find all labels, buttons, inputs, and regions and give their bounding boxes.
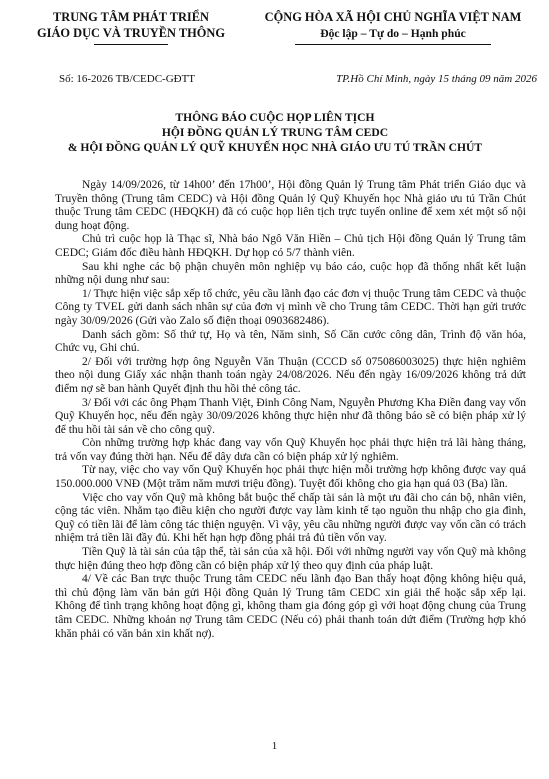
org-underline (94, 44, 168, 45)
page-number: 1 (271, 740, 278, 752)
title-line-2: HỘI ĐỒNG QUẢN LÝ TRUNG TÂM CEDC (161, 126, 389, 139)
body-paragraph: Tiền Quỹ là tài sản của tập thể, tài sản của xã hội. Đối với những người vay vốn Quỹ mà không thực hiện đúng theo hợp đồng cần có biện pháp xử lý theo quy định của pháp luật. (55, 546, 526, 572)
body-paragraph: 4/ Về các Ban trực thuộc Trung tâm CEDC nếu lãnh đạo Ban thấy hoạt động không hiệu quả, thì chủ động làm văn bản gửi Hội đồng Quản lý Trung tâm CEDC xin giải thể hoặc sắp xếp lại. Không để tình trạng không hoạt động gì, không tham gia đóng góp gì với hoạt động chung của Trung tâm CEDC. Những khoản nợ Trung tâm CEDC (Nếu có) phải thanh toán dứt điểm (Trường hợp khó khăn phải có văn bản xin khất nợ). (55, 573, 526, 640)
body-paragraph: Việc cho vay vốn Quỹ mà không bắt buộc thế chấp tài sản là một ưu đãi cho cán bộ, nhân viên, cộng tác viên. Nhằm tạo điều kiện cho người được vay làm kinh tế tạo nguồn thu nhập cho gia đình, Quỹ có tiền lãi để làm công tác thiện nguyện. Vì vậy, yêu cầu những người được vay vốn cần có trách nhiệm trả tiền lãi đầy đủ. Khi hết hạn hợp đồng phải trả đủ tiền vốn vay. (55, 491, 526, 545)
body-paragraph: Còn những trường hợp khác đang vay vốn Quỹ Khuyến học phải thực hiện trả lãi hàng tháng, trả vốn vay đúng thời hạn. Nếu để dây dưa cần có biện pháp xử lý nghiêm. (55, 437, 526, 463)
issuing-organization (36, 10, 226, 45)
document-title (40, 110, 510, 155)
body-paragraph: 1/ Thực hiện việc sắp xếp tổ chức, yêu cầu lãnh đạo các đơn vị thuộc Trung tâm CEDC và thuộc Công ty TVEL gửi danh sách nhân sự của đơn vị mình về cho Trung tâm CEDC. Thời hạn gửi trước ngày 30/09/2026 (Gửi vào Zalo số điện thoại 0903682486). (55, 287, 526, 327)
org-name-line1: TRUNG TÂM PHÁT TRIỂN (53, 10, 209, 24)
title-line-1: THÔNG BÁO CUỘC HỌP LIÊN TỊCH (175, 111, 375, 124)
body-paragraph: 2/ Đối với trường hợp ông Nguyễn Văn Thuận (CCCD số 075086003025) thực hiện nghiêm theo nội dung Giấy xác nhận thanh toán ngày 24/08/2026. Nếu đến ngày 16/09/2026 không trả dứt điểm nợ sẽ ban hành Quyết định thu hồi thẻ công tác. (55, 355, 526, 395)
national-motto: Độc lập – Tự do – Hạnh phúc (320, 26, 466, 40)
nation-name: CỘNG HÒA XÃ HỘI CHỦ NGHĨA VIỆT NAM (264, 10, 522, 24)
body-paragraph: 3/ Đối với các ông Phạm Thanh Việt, Đinh Công Nam, Nguyễn Phương Kha Điền đang vay vốn Quỹ Khuyến học, nếu đến ngày 30/09/2026 không thực hiện như đã thông báo sẽ có biện pháp xử lý để thu hồi tài sản về cho công quỹ. (55, 396, 526, 436)
org-name-line2: GIÁO DỤC VÀ TRUYỀN THÔNG (37, 25, 225, 40)
body-paragraph: Chủ trì cuộc họp là Thạc sĩ, Nhà báo Ngô Văn Hiền – Chủ tịch Hội đồng Quản lý Trung tâm CEDC; Giám đốc điều hành HĐQKH. Dự họp có 5/7 thành viên. (55, 233, 526, 259)
document-body (55, 179, 526, 641)
body-paragraph: Ngày 14/09/2026, từ 14h00’ đến 17h00’, Hội đồng Quản lý Trung tâm Phát triển Giáo dục và Truyền thông (Trung tâm CEDC) và Hội đồng Quản lý Quỹ Khuyến học Nhà giáo ưu tú Trần Chút thuộc Trung tâm CEDC (HĐQKH) đã có cuộc họp liên tịch trực tuyến online để xem xét một số nội dung hoạt động. (55, 179, 526, 232)
body-paragraph: Sau khi nghe các bộ phận chuyên môn nghiệp vụ báo cáo, cuộc họp đã thống nhất kết luận những nội dung như sau: (55, 260, 526, 287)
motto-underline (295, 44, 491, 45)
body-paragraph: Từ nay, việc cho vay vốn Quỹ Khuyến học phải thực hiện mỗi trường hợp không được vay quá 150.000.000 VNĐ (Một trăm năm mươi triệu đồng). Tuyệt đối không cho gia hạn quá 03 (Ba) lần. (55, 464, 526, 491)
title-line-3: & HỘI ĐỒNG QUẢN LÝ QUỸ KHUYẾN HỌC NHÀ GIÁO ƯU TÚ TRẦN CHÚT (67, 141, 483, 154)
national-heading (243, 10, 543, 45)
body-paragraph: Danh sách gồm: Số thứ tự, Họ và tên, Năm sinh, Số Căn cước công dân, Trình độ văn hóa, Chức vụ, Ghi chú. (55, 328, 526, 355)
document-number: Số: 16-2026 TB/CEDC-GĐTT (58, 73, 196, 85)
place-and-date: TP.Hồ Chí Minh, ngày 15 tháng 09 năm 2026 (336, 73, 537, 85)
